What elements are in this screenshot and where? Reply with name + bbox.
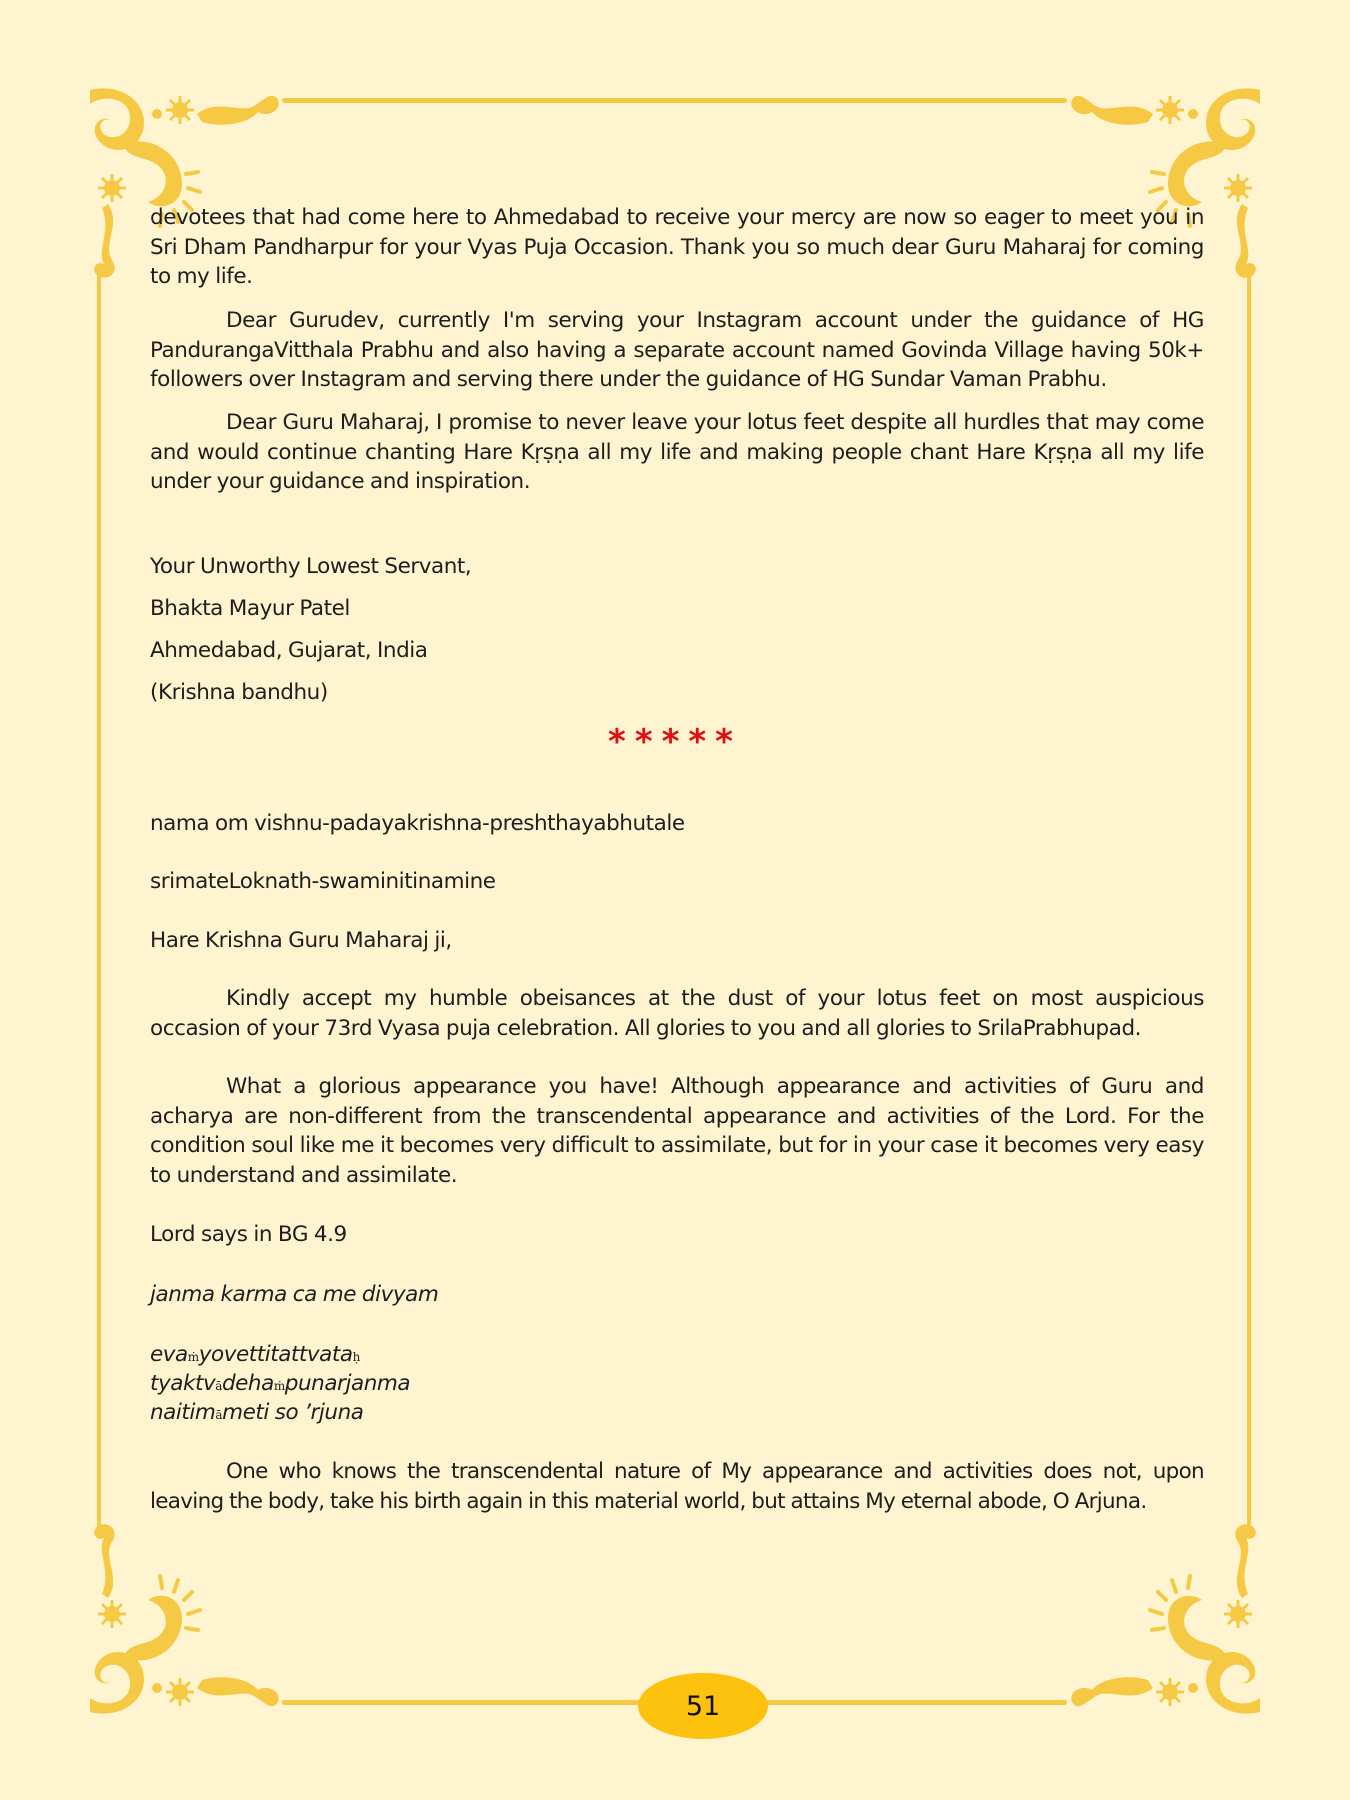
border-left-line bbox=[97, 272, 101, 1530]
letter1-paragraph-2: Dear Gurudev, currently I'm serving your Instagram account under the guidance of HG PandurangaVitthala Prabhu and also having a separate account named Govinda Village having 50k+ followers over Instagram and serving there under the guidance of HG Sundar Vaman Prabhu. bbox=[150, 308, 1204, 392]
border-top-line bbox=[282, 98, 1067, 103]
signoff: Your Unworthy Lowest Servant, bbox=[150, 554, 472, 579]
mantra-line-2: srimateLoknath-swaminitinamine bbox=[150, 869, 496, 894]
verse-translation: One who knows the transcendental nature of My appearance and activities does not, upon leaving the body, take his birth again in this material world, but attains My eternal abode, O Arjuna. bbox=[150, 1459, 1204, 1514]
letter1-paragraph-1: devotees that had come here to Ahmedabad to receive your mercy are now so eager to meet you in Sri Dham Pandharpur for your Vyas Puja Occasion. Thank you so much dear Guru Maharaj for coming to my life. bbox=[150, 205, 1204, 289]
border-right-line bbox=[1247, 272, 1251, 1530]
section-separator-stars: ***** bbox=[608, 722, 742, 762]
corner-ornament-bottom-right-icon bbox=[1068, 1518, 1268, 1718]
verse-line-3: tyaktvādehaṁpunarjanma bbox=[150, 1371, 411, 1396]
page-number: 51 bbox=[685, 1690, 721, 1722]
author-location: Ahmedabad, Gujarat, India bbox=[150, 638, 428, 663]
border-bottom-line-right bbox=[766, 1700, 1067, 1705]
letter1-paragraph-3: Dear Guru Maharaj, I promise to never leave your lotus feet despite all hurdles that may come and would continue chanting Hare Kṛṣṇa all my life and making people chant Hare Kṛṣṇa all my life under your guidance and inspiration. bbox=[150, 410, 1204, 494]
verse-reference: Lord says in BG 4.9 bbox=[150, 1222, 347, 1247]
border-bottom-line-left bbox=[282, 1700, 642, 1705]
greeting: Hare Krishna Guru Maharaj ji, bbox=[150, 928, 452, 953]
page-number-badge bbox=[638, 1673, 768, 1739]
letter2-paragraph-1: Kindly accept my humble obeisances at the dust of your lotus feet on most auspicious occasion of your 73rd Vyasa puja celebration. All glories to you and all glories to SrilaPrabhupad. bbox=[150, 986, 1204, 1041]
corner-ornament-bottom-left-icon bbox=[82, 1518, 282, 1718]
verse-line-4: naitimāmeti so ’rjuna bbox=[150, 1400, 364, 1425]
letter2-paragraph-2: What a glorious appearance you have! Although appearance and activities of Guru and acharya are non-different from the transcendental appearance and activities of the Lord. For the condition soul like me it becomes very difficult to assimilate, but for in your case it becomes very easy to understand and assimilate. bbox=[150, 1074, 1204, 1188]
verse-line-2: evaṁyovettitattvataḥ bbox=[150, 1342, 360, 1367]
mantra-line-1: nama om vishnu-padayakrishna-preshthayabhutale bbox=[150, 811, 685, 836]
author-alias: (Krishna bandhu) bbox=[150, 680, 328, 705]
author-name: Bhakta Mayur Patel bbox=[150, 596, 350, 621]
verse-line-1: janma karma ca me divyam bbox=[150, 1282, 439, 1307]
